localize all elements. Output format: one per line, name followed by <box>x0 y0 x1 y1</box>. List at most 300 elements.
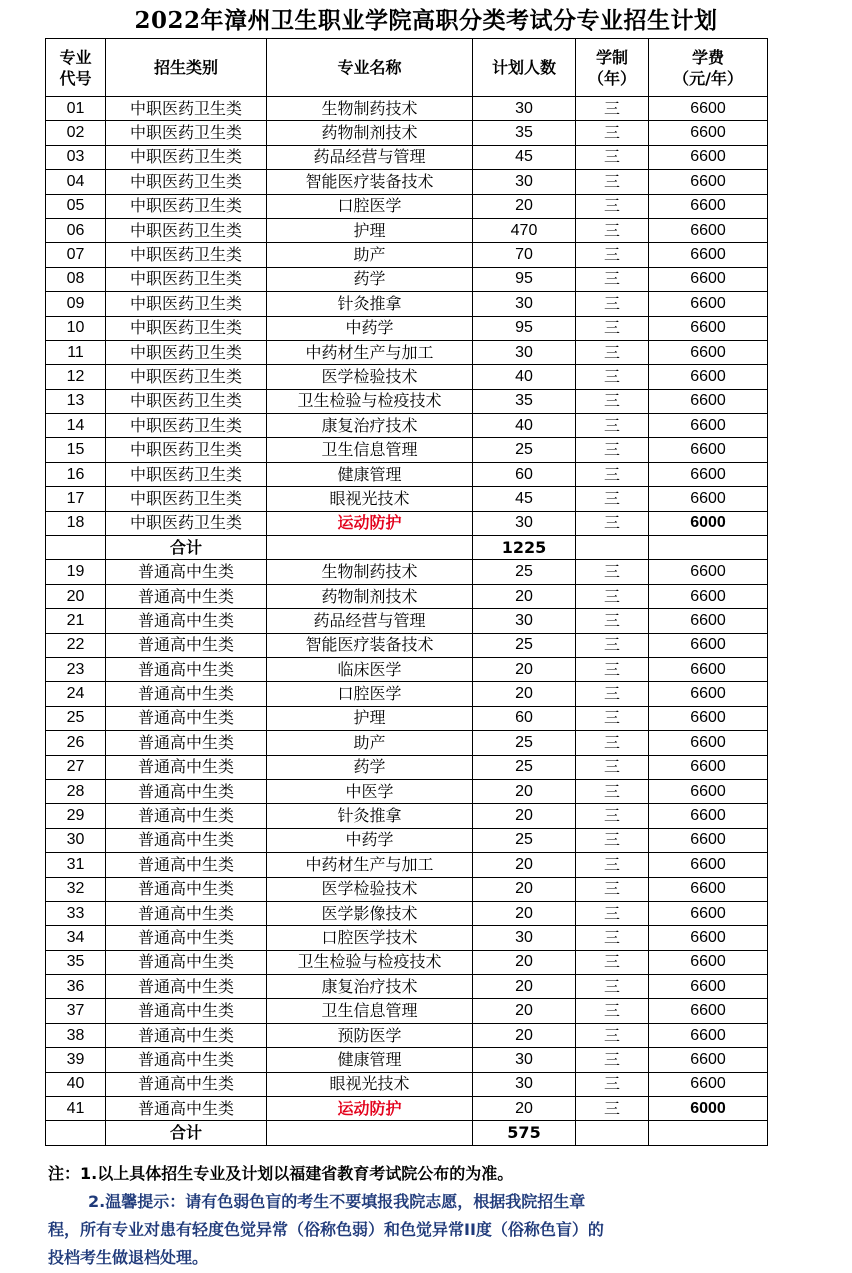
row-duration: 三 <box>576 877 649 901</box>
row-fee: 6600 <box>649 414 768 438</box>
table-row <box>46 779 768 803</box>
row-code: 35 <box>46 950 106 974</box>
row-major: 针灸推拿 <box>267 292 473 316</box>
row-fee: 6600 <box>649 1072 768 1096</box>
row-fee: 6600 <box>649 316 768 340</box>
row-major: 运动防护 <box>267 1097 473 1121</box>
total-empty-cell <box>649 1121 768 1145</box>
row-major: 医学影像技术 <box>267 901 473 925</box>
row-duration: 三 <box>576 901 649 925</box>
row-code: 37 <box>46 999 106 1023</box>
row-major: 药品经营与管理 <box>267 145 473 169</box>
row-plan: 25 <box>473 633 576 657</box>
row-fee: 6600 <box>649 365 768 389</box>
row-major: 护理 <box>267 706 473 730</box>
row-category: 中职医药卫生类 <box>106 316 267 340</box>
row-category: 普通高中生类 <box>106 755 267 779</box>
row-fee: 6600 <box>649 853 768 877</box>
row-code: 38 <box>46 1023 106 1047</box>
total-empty-cell <box>46 536 106 560</box>
header-category: 招生类别 <box>106 39 267 97</box>
row-major: 卫生信息管理 <box>267 438 473 462</box>
row-plan: 25 <box>473 731 576 755</box>
row-code: 10 <box>46 316 106 340</box>
row-code: 09 <box>46 292 106 316</box>
row-fee: 6600 <box>649 194 768 218</box>
table-body <box>46 97 768 1146</box>
row-major: 口腔医学 <box>267 194 473 218</box>
row-category: 普通高中生类 <box>106 633 267 657</box>
row-fee: 6600 <box>649 999 768 1023</box>
row-fee: 6600 <box>649 170 768 194</box>
table-row <box>46 438 768 462</box>
row-plan: 20 <box>473 657 576 681</box>
row-duration: 三 <box>576 438 649 462</box>
row-fee: 6600 <box>649 340 768 364</box>
row-category: 普通高中生类 <box>106 926 267 950</box>
row-plan: 30 <box>473 170 576 194</box>
page-title: 2022年漳州卫生职业学院高职分类考试分专业招生计划 <box>134 7 718 34</box>
row-code: 11 <box>46 340 106 364</box>
row-major: 药品经营与管理 <box>267 609 473 633</box>
row-fee: 6600 <box>649 950 768 974</box>
row-category: 普通高中生类 <box>106 1048 267 1072</box>
row-major: 智能医疗装备技术 <box>267 170 473 194</box>
row-fee: 6600 <box>649 121 768 145</box>
table-row <box>46 609 768 633</box>
note-2-line-2: 程，所有专业对患有轻度色觉异常（俗称色弱）和色觉异常II度（俗称色盲）的 <box>48 1220 604 1239</box>
table-row <box>46 901 768 925</box>
row-duration: 三 <box>576 414 649 438</box>
enrollment-plan-table <box>45 38 768 1146</box>
row-major: 药学 <box>267 267 473 291</box>
row-major: 卫生检验与检疫技术 <box>267 950 473 974</box>
row-category: 中职医药卫生类 <box>106 365 267 389</box>
row-category: 普通高中生类 <box>106 731 267 755</box>
row-fee: 6600 <box>649 731 768 755</box>
row-fee: 6600 <box>649 828 768 852</box>
row-duration: 三 <box>576 316 649 340</box>
row-major: 康复治疗技术 <box>267 975 473 999</box>
row-fee: 6600 <box>649 292 768 316</box>
table-row <box>46 926 768 950</box>
total-empty-cell <box>649 536 768 560</box>
table-row <box>46 243 768 267</box>
row-duration: 三 <box>576 609 649 633</box>
row-fee: 6600 <box>649 389 768 413</box>
row-plan: 470 <box>473 218 576 242</box>
row-category: 普通高中生类 <box>106 950 267 974</box>
table-row <box>46 462 768 486</box>
table-row <box>46 414 768 438</box>
row-category: 中职医药卫生类 <box>106 121 267 145</box>
row-code: 29 <box>46 804 106 828</box>
row-code: 28 <box>46 779 106 803</box>
table-row <box>46 657 768 681</box>
row-duration: 三 <box>576 999 649 1023</box>
table-row <box>46 292 768 316</box>
row-category: 中职医药卫生类 <box>106 243 267 267</box>
row-code: 13 <box>46 389 106 413</box>
row-code: 25 <box>46 706 106 730</box>
row-plan: 20 <box>473 1097 576 1121</box>
header-code: 专业 代号 <box>46 39 106 97</box>
row-code: 19 <box>46 560 106 584</box>
row-major: 口腔医学 <box>267 682 473 706</box>
row-plan: 40 <box>473 414 576 438</box>
table-row <box>46 999 768 1023</box>
total-empty-cell <box>576 536 649 560</box>
row-category: 中职医药卫生类 <box>106 462 267 486</box>
row-fee: 6600 <box>649 682 768 706</box>
row-plan: 20 <box>473 999 576 1023</box>
row-major: 医学检验技术 <box>267 877 473 901</box>
row-duration: 三 <box>576 584 649 608</box>
row-major: 助产 <box>267 243 473 267</box>
row-category: 普通高中生类 <box>106 1072 267 1096</box>
row-duration: 三 <box>576 389 649 413</box>
row-code: 26 <box>46 731 106 755</box>
row-duration: 三 <box>576 853 649 877</box>
row-code: 21 <box>46 609 106 633</box>
row-category: 中职医药卫生类 <box>106 487 267 511</box>
row-duration: 三 <box>576 560 649 584</box>
row-duration: 三 <box>576 170 649 194</box>
row-category: 普通高中生类 <box>106 779 267 803</box>
row-category: 普通高中生类 <box>106 706 267 730</box>
note-2-line-1: 2.温馨提示：请有色弱色盲的考生不要填报我院志愿，根据我院招生章 <box>88 1192 586 1211</box>
table-row <box>46 1023 768 1047</box>
row-category: 普通高中生类 <box>106 853 267 877</box>
row-fee: 6600 <box>649 755 768 779</box>
row-code: 18 <box>46 511 106 535</box>
row-code: 01 <box>46 97 106 121</box>
row-code: 20 <box>46 584 106 608</box>
total-value: 575 <box>473 1121 576 1145</box>
table-row <box>46 633 768 657</box>
row-code: 23 <box>46 657 106 681</box>
row-code: 33 <box>46 901 106 925</box>
row-major: 针灸推拿 <box>267 804 473 828</box>
table-row <box>46 97 768 121</box>
row-code: 02 <box>46 121 106 145</box>
row-category: 普通高中生类 <box>106 657 267 681</box>
row-duration: 三 <box>576 804 649 828</box>
row-category: 中职医药卫生类 <box>106 194 267 218</box>
table-row <box>46 1048 768 1072</box>
row-duration: 三 <box>576 243 649 267</box>
header-plan: 计划人数 <box>473 39 576 97</box>
row-plan: 45 <box>473 145 576 169</box>
total-row <box>46 1121 768 1145</box>
table-row <box>46 487 768 511</box>
row-plan: 20 <box>473 1023 576 1047</box>
row-code: 32 <box>46 877 106 901</box>
row-major: 预防医学 <box>267 1023 473 1047</box>
row-plan: 20 <box>473 584 576 608</box>
row-category: 中职医药卫生类 <box>106 97 267 121</box>
row-duration: 三 <box>576 121 649 145</box>
table-row <box>46 731 768 755</box>
row-category: 普通高中生类 <box>106 828 267 852</box>
table-row <box>46 877 768 901</box>
row-major: 中医学 <box>267 779 473 803</box>
row-major: 健康管理 <box>267 462 473 486</box>
row-plan: 30 <box>473 926 576 950</box>
row-code: 07 <box>46 243 106 267</box>
row-duration: 三 <box>576 975 649 999</box>
total-label: 合计 <box>106 536 267 560</box>
row-category: 普通高中生类 <box>106 682 267 706</box>
row-duration: 三 <box>576 1023 649 1047</box>
table-row <box>46 170 768 194</box>
row-fee: 6600 <box>649 462 768 486</box>
table-row <box>46 584 768 608</box>
row-plan: 25 <box>473 755 576 779</box>
row-code: 12 <box>46 365 106 389</box>
row-category: 中职医药卫生类 <box>106 145 267 169</box>
row-fee: 6600 <box>649 97 768 121</box>
row-category: 中职医药卫生类 <box>106 292 267 316</box>
row-plan: 60 <box>473 462 576 486</box>
row-duration: 三 <box>576 340 649 364</box>
row-fee: 6000 <box>649 1097 768 1121</box>
table-row <box>46 828 768 852</box>
row-category: 普通高中生类 <box>106 1023 267 1047</box>
row-fee: 6600 <box>649 438 768 462</box>
row-duration: 三 <box>576 682 649 706</box>
table-row <box>46 804 768 828</box>
row-code: 27 <box>46 755 106 779</box>
row-major: 口腔医学技术 <box>267 926 473 950</box>
row-category: 普通高中生类 <box>106 1097 267 1121</box>
row-category: 普通高中生类 <box>106 804 267 828</box>
row-major: 眼视光技术 <box>267 1072 473 1096</box>
row-duration: 三 <box>576 828 649 852</box>
row-duration: 三 <box>576 511 649 535</box>
total-value: 1225 <box>473 536 576 560</box>
table-header-row <box>46 39 768 97</box>
row-major: 药物制剂技术 <box>267 584 473 608</box>
row-code: 17 <box>46 487 106 511</box>
row-code: 36 <box>46 975 106 999</box>
row-fee: 6600 <box>649 1023 768 1047</box>
row-fee: 6600 <box>649 877 768 901</box>
row-code: 03 <box>46 145 106 169</box>
row-plan: 30 <box>473 1072 576 1096</box>
row-fee: 6600 <box>649 584 768 608</box>
table-row <box>46 194 768 218</box>
row-plan: 20 <box>473 877 576 901</box>
row-category: 中职医药卫生类 <box>106 438 267 462</box>
row-major: 眼视光技术 <box>267 487 473 511</box>
table-row <box>46 1097 768 1121</box>
total-empty-cell <box>576 1121 649 1145</box>
row-duration: 三 <box>576 657 649 681</box>
total-row <box>46 536 768 560</box>
row-major: 生物制药技术 <box>267 97 473 121</box>
row-plan: 45 <box>473 487 576 511</box>
row-duration: 三 <box>576 731 649 755</box>
row-duration: 三 <box>576 633 649 657</box>
row-duration: 三 <box>576 950 649 974</box>
row-major: 中药材生产与加工 <box>267 340 473 364</box>
row-fee: 6600 <box>649 560 768 584</box>
row-category: 普通高中生类 <box>106 584 267 608</box>
row-fee: 6600 <box>649 975 768 999</box>
row-code: 39 <box>46 1048 106 1072</box>
row-plan: 25 <box>473 560 576 584</box>
row-fee: 6600 <box>649 267 768 291</box>
row-duration: 三 <box>576 365 649 389</box>
row-code: 08 <box>46 267 106 291</box>
row-duration: 三 <box>576 194 649 218</box>
row-plan: 20 <box>473 950 576 974</box>
table-row <box>46 1072 768 1096</box>
row-category: 普通高中生类 <box>106 560 267 584</box>
total-empty-cell <box>267 1121 473 1145</box>
row-duration: 三 <box>576 267 649 291</box>
row-plan: 25 <box>473 438 576 462</box>
row-major: 生物制药技术 <box>267 560 473 584</box>
row-category: 中职医药卫生类 <box>106 389 267 413</box>
table-row <box>46 365 768 389</box>
row-plan: 25 <box>473 828 576 852</box>
table-row <box>46 218 768 242</box>
row-plan: 20 <box>473 901 576 925</box>
row-major: 中药学 <box>267 316 473 340</box>
row-major: 中药材生产与加工 <box>267 853 473 877</box>
total-empty-cell <box>267 536 473 560</box>
row-category: 中职医药卫生类 <box>106 170 267 194</box>
row-code: 24 <box>46 682 106 706</box>
row-code: 22 <box>46 633 106 657</box>
table-row <box>46 511 768 535</box>
row-category: 普通高中生类 <box>106 975 267 999</box>
row-major: 卫生检验与检疫技术 <box>267 389 473 413</box>
row-fee: 6000 <box>649 511 768 535</box>
row-category: 中职医药卫生类 <box>106 340 267 364</box>
row-plan: 70 <box>473 243 576 267</box>
row-duration: 三 <box>576 1072 649 1096</box>
note-1: 注：1.以上具体招生专业及计划以福建省教育考试院公布的为准。 <box>48 1164 514 1183</box>
row-plan: 20 <box>473 682 576 706</box>
row-plan: 30 <box>473 609 576 633</box>
row-fee: 6600 <box>649 926 768 950</box>
row-fee: 6600 <box>649 243 768 267</box>
row-code: 40 <box>46 1072 106 1096</box>
row-major: 运动防护 <box>267 511 473 535</box>
row-plan: 20 <box>473 804 576 828</box>
row-category: 中职医药卫生类 <box>106 267 267 291</box>
row-category: 普通高中生类 <box>106 901 267 925</box>
row-code: 05 <box>46 194 106 218</box>
row-code: 41 <box>46 1097 106 1121</box>
row-category: 普通高中生类 <box>106 999 267 1023</box>
row-duration: 三 <box>576 218 649 242</box>
row-plan: 35 <box>473 121 576 145</box>
row-major: 中药学 <box>267 828 473 852</box>
row-fee: 6600 <box>649 218 768 242</box>
row-duration: 三 <box>576 145 649 169</box>
row-fee: 6600 <box>649 901 768 925</box>
row-duration: 三 <box>576 706 649 730</box>
row-plan: 30 <box>473 511 576 535</box>
row-fee: 6600 <box>649 779 768 803</box>
row-code: 34 <box>46 926 106 950</box>
table-row <box>46 682 768 706</box>
note-2-line-3: 投档考生做退档处理。 <box>48 1248 209 1267</box>
total-empty-cell <box>46 1121 106 1145</box>
row-plan: 60 <box>473 706 576 730</box>
row-duration: 三 <box>576 779 649 803</box>
row-category: 中职医药卫生类 <box>106 511 267 535</box>
row-fee: 6600 <box>649 706 768 730</box>
row-code: 14 <box>46 414 106 438</box>
table-row <box>46 853 768 877</box>
row-fee: 6600 <box>649 487 768 511</box>
row-major: 卫生信息管理 <box>267 999 473 1023</box>
row-code: 16 <box>46 462 106 486</box>
row-plan: 20 <box>473 853 576 877</box>
row-plan: 20 <box>473 779 576 803</box>
row-major: 康复治疗技术 <box>267 414 473 438</box>
row-major: 医学检验技术 <box>267 365 473 389</box>
table-row <box>46 267 768 291</box>
row-category: 中职医药卫生类 <box>106 414 267 438</box>
row-plan: 95 <box>473 267 576 291</box>
header-fee: 学费 （元/年） <box>649 39 768 97</box>
row-duration: 三 <box>576 292 649 316</box>
row-code: 15 <box>46 438 106 462</box>
row-fee: 6600 <box>649 1048 768 1072</box>
row-plan: 30 <box>473 292 576 316</box>
row-fee: 6600 <box>649 609 768 633</box>
row-fee: 6600 <box>649 145 768 169</box>
notes <box>48 1160 768 1272</box>
row-major: 健康管理 <box>267 1048 473 1072</box>
row-category: 普通高中生类 <box>106 877 267 901</box>
row-plan: 20 <box>473 975 576 999</box>
header-duration: 学制 （年） <box>576 39 649 97</box>
row-major: 智能医疗装备技术 <box>267 633 473 657</box>
table-row <box>46 145 768 169</box>
row-code: 31 <box>46 853 106 877</box>
row-major: 临床医学 <box>267 657 473 681</box>
row-fee: 6600 <box>649 657 768 681</box>
row-category: 中职医药卫生类 <box>106 218 267 242</box>
row-plan: 20 <box>473 194 576 218</box>
row-duration: 三 <box>576 462 649 486</box>
row-major: 药学 <box>267 755 473 779</box>
row-major: 助产 <box>267 731 473 755</box>
row-fee: 6600 <box>649 633 768 657</box>
table-row <box>46 389 768 413</box>
table-row <box>46 706 768 730</box>
row-duration: 三 <box>576 755 649 779</box>
table-row <box>46 560 768 584</box>
row-duration: 三 <box>576 1097 649 1121</box>
table-row <box>46 950 768 974</box>
row-plan: 30 <box>473 97 576 121</box>
row-duration: 三 <box>576 97 649 121</box>
row-duration: 三 <box>576 926 649 950</box>
table-row <box>46 340 768 364</box>
table-row <box>46 316 768 340</box>
note-2 <box>48 1188 768 1272</box>
total-label: 合计 <box>106 1121 267 1145</box>
row-code: 30 <box>46 828 106 852</box>
